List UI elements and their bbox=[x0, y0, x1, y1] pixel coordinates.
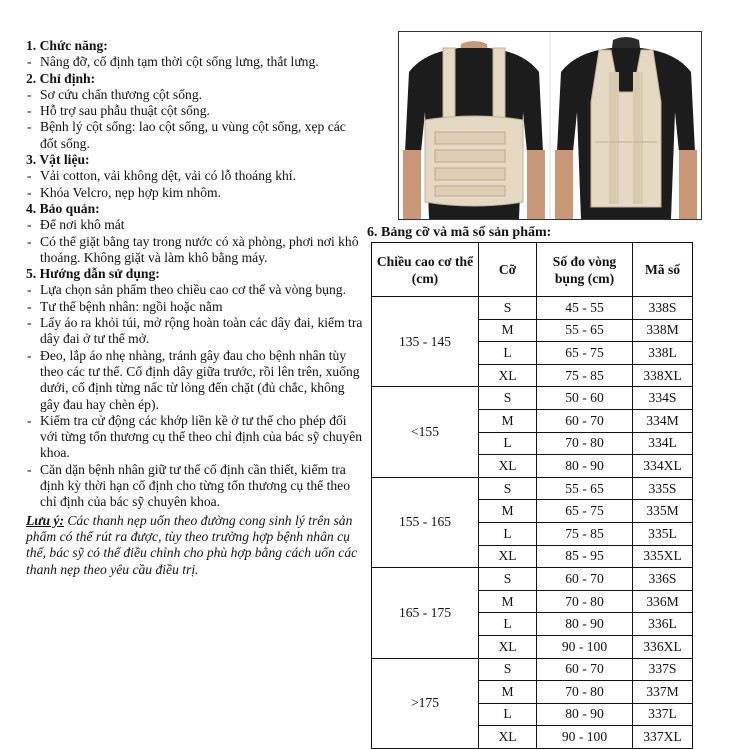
waist-cell: 80 - 90 bbox=[537, 613, 633, 636]
size-cell: M bbox=[479, 681, 537, 704]
size-cell: L bbox=[479, 613, 537, 636]
size-cell: XL bbox=[479, 726, 537, 749]
table-header-row bbox=[372, 243, 693, 297]
height-cell: <155 bbox=[372, 387, 479, 477]
note-text: Các thanh nẹp uốn theo đường cong sinh lý trên sản phẩm có thể rút ra được, tùy theo trường hợp bệnh nhân cụ thể, bác sỹ có thể điều chỉnh cho phù hợp bằng cách uốn các thanh nẹp theo yêu cầu điều trị. bbox=[26, 512, 358, 577]
header-height: Chiều cao cơ thể (cm) bbox=[372, 243, 479, 297]
list-item: - Sơ cứu chấn thương cột sống. bbox=[27, 86, 203, 102]
code-cell: 338XL bbox=[633, 364, 693, 387]
section-title: 1. Chức năng: bbox=[26, 38, 108, 53]
list-item: - Đeo, lắp áo nhẹ nhàng, tránh gây đau cho bệnh nhân tùy theo các tư thế. Cố định dây giữa trước, rồi lên trên, xuống dưới, cố định từng nấc từ lỏng đến chặt (đủ chắc, không gây đau hay chèn ép). bbox=[27, 347, 360, 412]
list-item: - Kiểm tra cử động các khớp liền kề ở tư thế cho phép đối với từng tổn thương cụ thể theo chỉ định của bác sỹ chuyên khoa. bbox=[27, 412, 363, 461]
code-cell: 336XL bbox=[633, 635, 693, 658]
waist-cell: 60 - 70 bbox=[537, 658, 633, 681]
code-cell: 334M bbox=[633, 409, 693, 432]
table-row bbox=[372, 297, 693, 320]
height-cell: 165 - 175 bbox=[372, 568, 479, 658]
list-item: - Có thể giặt bằng tay trong nước có xà phòng, phơi nơi khô thoáng. Không giặt và làm khô bằng máy. bbox=[27, 233, 359, 265]
waist-cell: 75 - 85 bbox=[537, 522, 633, 545]
code-cell: 335L bbox=[633, 522, 693, 545]
list-item: - Nâng đỡ, cố định tạm thời cột sống lưng, thắt lưng. bbox=[27, 54, 319, 70]
code-cell: 335M bbox=[633, 500, 693, 523]
size-cell: XL bbox=[479, 455, 537, 478]
waist-cell: 90 - 100 bbox=[537, 726, 633, 749]
size-cell: L bbox=[479, 522, 537, 545]
header-size: Cỡ bbox=[479, 243, 537, 297]
table-row bbox=[372, 658, 693, 681]
list-item: - Lựa chọn sản phẩm theo chiều cao cơ thể và vòng bụng. bbox=[27, 282, 346, 298]
section-title: 2. Chỉ định: bbox=[26, 70, 96, 86]
section-title: 4. Bảo quản: bbox=[26, 200, 100, 216]
header-code: Mã số bbox=[633, 243, 693, 297]
code-cell: 334XL bbox=[633, 455, 693, 478]
code-cell: 334S bbox=[633, 387, 693, 410]
code-cell: 334L bbox=[633, 432, 693, 455]
waist-cell: 80 - 90 bbox=[537, 455, 633, 478]
code-cell: 338S bbox=[633, 297, 693, 320]
waist-cell: 60 - 70 bbox=[537, 409, 633, 432]
waist-cell: 70 - 80 bbox=[537, 681, 633, 704]
table-row bbox=[372, 477, 693, 500]
code-cell: 335S bbox=[633, 477, 693, 500]
waist-cell: 85 - 95 bbox=[537, 545, 633, 568]
section-material bbox=[26, 152, 366, 201]
code-cell: 337S bbox=[633, 658, 693, 681]
waist-cell: 60 - 70 bbox=[537, 568, 633, 591]
section-title: 5. Hướng dẫn sử dụng: bbox=[26, 266, 160, 282]
code-cell: 335XL bbox=[633, 545, 693, 568]
list-item: - Lấy áo ra khỏi túi, mở rộng hoàn toàn các dây đai, kiểm tra dây đai ở tư thế mở. bbox=[27, 315, 363, 347]
note-paragraph bbox=[26, 513, 366, 578]
code-cell: 336M bbox=[633, 590, 693, 613]
waist-cell: 70 - 80 bbox=[537, 590, 633, 613]
waist-cell: 80 - 90 bbox=[537, 703, 633, 726]
height-cell: 135 - 145 bbox=[372, 297, 479, 387]
instructions-column bbox=[26, 38, 366, 578]
code-cell: 336S bbox=[633, 568, 693, 591]
section-usage bbox=[26, 266, 366, 510]
size-cell: S bbox=[479, 297, 537, 320]
table-row bbox=[372, 387, 693, 410]
code-cell: 337M bbox=[633, 681, 693, 704]
waist-cell: 65 - 75 bbox=[537, 342, 633, 365]
list-item: - Tư thế bệnh nhân: ngồi hoặc nằm bbox=[27, 298, 223, 314]
code-cell: 338M bbox=[633, 319, 693, 342]
size-cell: S bbox=[479, 387, 537, 410]
note-label: Lưu ý: bbox=[26, 512, 64, 528]
height-cell: 155 - 165 bbox=[372, 477, 479, 567]
size-cell: XL bbox=[479, 545, 537, 568]
product-photo bbox=[398, 31, 702, 220]
size-cell: S bbox=[479, 658, 537, 681]
list-item: - Để nơi khô mát bbox=[27, 217, 125, 233]
code-cell: 338L bbox=[633, 342, 693, 365]
list-item: - Khóa Velcro, nẹp hợp kim nhôm. bbox=[27, 184, 221, 200]
size-cell: S bbox=[479, 568, 537, 591]
waist-cell: 55 - 65 bbox=[537, 477, 633, 500]
code-cell: 337L bbox=[633, 703, 693, 726]
size-cell: XL bbox=[479, 364, 537, 387]
size-cell: S bbox=[479, 477, 537, 500]
list-item: - Căn dặn bệnh nhân giữ tư thế cố định cần thiết, kiểm tra định kỳ thời hạn cố định cho từng tổn thương cụ thể theo chỉ định của bác sỹ chuyên khoa. bbox=[27, 461, 351, 510]
size-cell: M bbox=[479, 500, 537, 523]
waist-cell: 75 - 85 bbox=[537, 364, 633, 387]
code-cell: 336L bbox=[633, 613, 693, 636]
size-cell: M bbox=[479, 590, 537, 613]
waist-cell: 70 - 80 bbox=[537, 432, 633, 455]
waist-cell: 45 - 55 bbox=[537, 297, 633, 320]
back-brace-illustration bbox=[399, 32, 701, 219]
size-cell: M bbox=[479, 319, 537, 342]
waist-cell: 55 - 65 bbox=[537, 319, 633, 342]
size-table bbox=[371, 242, 693, 749]
waist-cell: 50 - 60 bbox=[537, 387, 633, 410]
waist-cell: 65 - 75 bbox=[537, 500, 633, 523]
section-indication bbox=[26, 71, 366, 152]
waist-cell: 90 - 100 bbox=[537, 635, 633, 658]
size-cell: XL bbox=[479, 635, 537, 658]
size-cell: L bbox=[479, 342, 537, 365]
header-waist: Số đo vòng bụng (cm) bbox=[537, 243, 633, 297]
list-item: - Bệnh lý cột sống: lao cột sống, u vùng cột sống, xẹp các đốt sống. bbox=[27, 119, 346, 151]
code-cell: 337XL bbox=[633, 726, 693, 749]
size-cell: M bbox=[479, 409, 537, 432]
size-cell: L bbox=[479, 703, 537, 726]
section-function bbox=[26, 38, 366, 71]
list-item: - Hỗ trợ sau phẫu thuật cột sống. bbox=[27, 103, 210, 119]
section-storage bbox=[26, 201, 366, 266]
list-item: - Vải cotton, vải không dệt, vải có lỗ thoáng khí. bbox=[27, 168, 296, 184]
section-title: 3. Vật liệu: bbox=[26, 152, 90, 168]
height-cell: >175 bbox=[372, 658, 479, 748]
size-table-title: 6. Bảng cỡ và mã số sản phẩm: bbox=[367, 225, 552, 240]
size-cell: L bbox=[479, 432, 537, 455]
table-row bbox=[372, 568, 693, 591]
